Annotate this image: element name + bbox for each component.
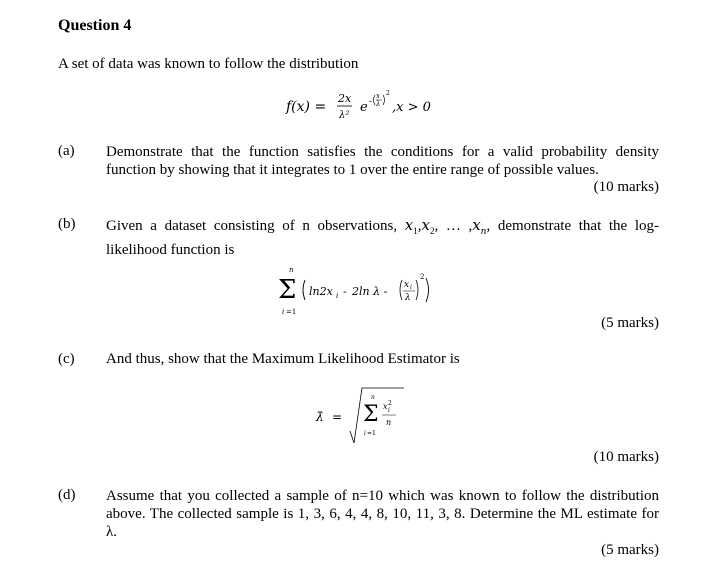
svg-text:λ: λ [376, 100, 381, 108]
svg-text:2: 2 [420, 273, 425, 281]
part-d-marks: (5 marks) [601, 542, 659, 558]
svg-text:n: n [289, 266, 294, 274]
svg-text:i: i [364, 430, 366, 437]
pdf-denominator: λ² [339, 110, 350, 121]
intro-text: A set of data was known to follow the distribution [58, 56, 359, 72]
big-rparen [426, 278, 429, 302]
pdf-formula [282, 84, 442, 124]
svg-text:i: i [388, 407, 390, 414]
mle-formula [308, 383, 418, 453]
part-d-label: (d) [58, 487, 76, 503]
svg-text:x: x [383, 402, 388, 411]
part-b-text: Given a dataset consisting of n observations, $x_1,x_2$, … $,x_n$, demonstrate that the log-likelihood function is [106, 216, 659, 258]
pdf-exp-lparen [374, 95, 376, 105]
part-c-label: (c) [58, 351, 75, 367]
svg-text:i: i [336, 292, 339, 300]
pdf-numerator: 2x [338, 92, 352, 105]
pdf-lhs: f(x) = [286, 99, 327, 115]
svg-text:-: - [343, 285, 347, 298]
part-c-text: And thus, show that the Maximum Likelihood Estimator is [106, 351, 460, 367]
svg-text:=1: =1 [286, 308, 297, 316]
sum-symbol: Σ [278, 275, 297, 305]
part-b-label: (b) [58, 216, 76, 232]
pdf-exponent-minus: - [369, 97, 373, 107]
svg-text:=1: =1 [367, 430, 376, 437]
svg-text:λ̂: λ̂ [316, 410, 324, 424]
part-d-text: Assume that you collected a sample of n=10 which was known to follow the distribution above. The collected sample is 1, 3, 6, 4, 4, 8, 10, 11, 3, 8. Determine the ML estimate for λ. [106, 488, 659, 540]
part-a-label: (a) [58, 143, 75, 159]
svg-text:i: i [410, 284, 412, 291]
svg-text:2: 2 [388, 400, 392, 407]
svg-text:n: n [386, 418, 392, 427]
part-c-marks: (10 marks) [593, 449, 659, 465]
question-title: Question 4 [58, 17, 132, 34]
pdf-condition: ,x > 0 [392, 100, 431, 115]
svg-text:=: = [332, 410, 343, 424]
part-a-marks: (10 marks) [593, 179, 659, 195]
pdf-exp-rparen [383, 95, 385, 105]
svg-text:2ln λ -: 2ln λ - [352, 285, 388, 298]
big-lparen [303, 280, 305, 300]
part-b-marks: (5 marks) [601, 315, 659, 331]
pdf-e: e [360, 100, 368, 115]
svg-text:Σ: Σ [363, 402, 379, 427]
log-likelihood-formula [276, 264, 476, 320]
svg-text:ln2x: ln2x [309, 285, 333, 298]
svg-text:i: i [282, 308, 285, 316]
svg-text:x: x [376, 92, 380, 100]
svg-text:n: n [371, 394, 375, 401]
svg-text:x: x [404, 280, 410, 290]
svg-text:λ: λ [405, 293, 411, 303]
part-a-text: Demonstrate that the function satisfies the conditions for a valid probability density function by showing that it integrates to 1 over the entire range of possible values. [106, 144, 659, 178]
svg-text:2: 2 [386, 90, 390, 97]
